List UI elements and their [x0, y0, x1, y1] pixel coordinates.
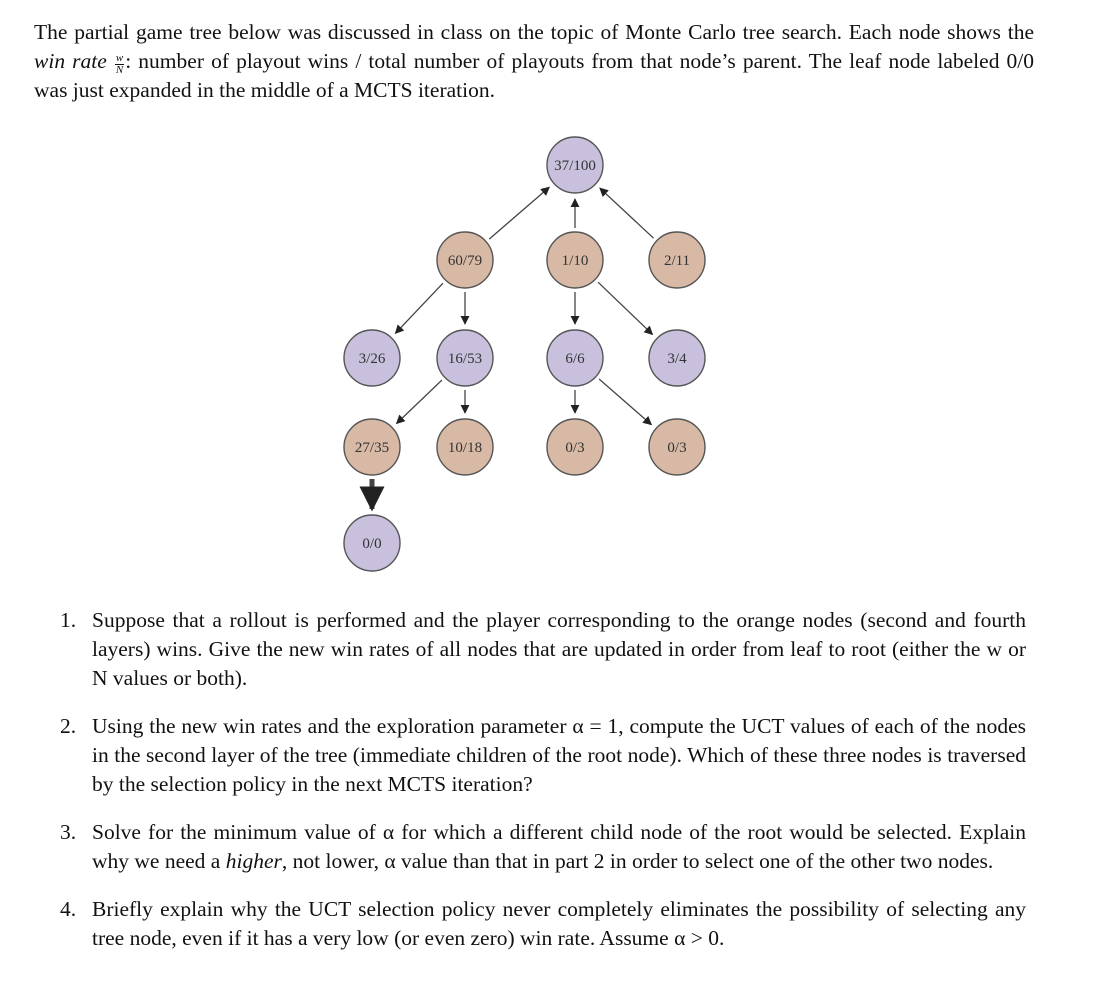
win-rate-term: win rate: [34, 49, 107, 73]
question-text-a: Solve for the minimum value of α for which a different child node of the root would be selected. Explain why we need a: [92, 820, 1026, 873]
question-text-b: , not lower, α value than that in part 2 in order to select one of the other two nodes.: [281, 849, 994, 873]
tree-node-b1y: [649, 419, 705, 475]
tree-node-b: [547, 232, 603, 288]
tree-node-label: 3/4: [667, 351, 687, 367]
tree-node-label: 1/10: [561, 253, 589, 269]
tree-node-a: [437, 232, 493, 288]
intro-text-b: : number of playout wins / total number of playouts from that node’s parent. The leaf node labeled 0/0 was just expanded in the middle of a MCTS iteration.: [34, 49, 1035, 102]
tree-node-a1x: [344, 419, 400, 475]
tree-node-label: 16/53: [447, 351, 483, 367]
tree-node-a1: [344, 330, 400, 386]
question-number: 4.: [60, 897, 77, 921]
tree-node-label: 37/100: [554, 158, 596, 174]
fraction-numerator: w: [115, 51, 124, 64]
question-3: [54, 818, 1026, 876]
question-2: [54, 712, 1026, 799]
question-number: 2.: [60, 714, 77, 738]
tree-node-c1: [649, 330, 705, 386]
tree-edge-a-a1: [395, 283, 443, 333]
question-text: Using the new win rates and the exploration parameter α = 1, compute the UCT values of each of the nodes in the second layer of the tree (immediate children of the root node). Which of these three nodes is traversed by the selection policy in the next MCTS iteration?: [92, 714, 1026, 796]
question-text: Briefly explain why the UCT selection policy never completely eliminates the possibility of selecting any tree node, even if it has a very low (or even zero) win rate. Assume α > 0.: [92, 897, 1026, 950]
tree-node-label: 0/0: [362, 536, 382, 552]
question-1: [54, 606, 1026, 693]
question-4: [54, 895, 1026, 953]
tree-node-b1x: [547, 419, 603, 475]
tree-edge-b1-b1y: [599, 379, 651, 425]
tree-node-label: 3/26: [358, 351, 386, 367]
tree-edge-root-a: [489, 187, 549, 239]
tree-edge-root-c: [600, 188, 654, 238]
tree-node-label: 27/35: [354, 440, 390, 456]
tree-node-label: 10/18: [447, 440, 483, 456]
tree-node-label: 60/79: [447, 253, 483, 269]
question-text: Suppose that a rollout is performed and the player corresponding to the orange nodes (second and fourth layers) wins. Give the new win rates of all nodes that are updated in order from leaf to root (either the w or N values or both).: [92, 608, 1026, 690]
tree-node-a2: [437, 330, 493, 386]
tree-node-root: [547, 137, 603, 193]
tree-node-b1: [547, 330, 603, 386]
intro-text-a: The partial game tree below was discussed in class on the topic of Monte Carlo tree search. Each node shows the: [34, 20, 1034, 44]
tree-node-leaf: [344, 515, 400, 571]
question-list: [54, 606, 1026, 972]
question-number: 3.: [60, 820, 77, 844]
fraction-denominator: N: [115, 63, 124, 76]
tree-node-label: 0/3: [565, 440, 585, 456]
tree-edge-a2-a1x: [397, 380, 442, 423]
tree-edge-b-c1: [598, 282, 652, 334]
tree-node-label: 6/6: [565, 351, 585, 367]
tree-node-a2x: [437, 419, 493, 475]
tree-node-label: 2/11: [663, 253, 691, 269]
tree-node-label: 0/3: [667, 440, 687, 456]
question-number: 1.: [60, 608, 77, 632]
tree-node-c: [649, 232, 705, 288]
question-emphasis: higher: [225, 849, 282, 873]
